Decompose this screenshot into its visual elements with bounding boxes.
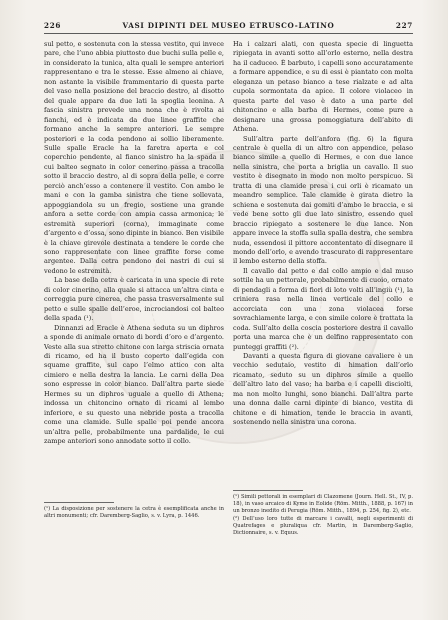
running-title: VASI DIPINTI DEL MUSEO ETRUSCO-LATINO xyxy=(122,21,335,30)
paragraph: Il cavallo dal petto e dal collo ampio e dal muso sottile ha un pettorale, probabilmente di cuoio, ornato di pendagli a forma di fiori di loto volti all’ingiù (¹), la criniera rasa nella linea verticale del collo e accorciata con una zona violacea forse sovrachiamente larga, e con simile colore è trattata la coda. Sull’alto della coscia posteriore destra il cavallo porta una marca che è un delfino rappresentato con punteggi graffiti (²). xyxy=(233,266,413,351)
footnote: (¹) Simili pettorali in esemplari di Clazomene (Journ. Hell. St., IV, p. 18), in vaso arcaico di Kyme in Eolide (Röm. Mitth., 1888, p. 167) in un bronzo inedito di Perugia (Röm. Mitth., 1894, p. 254, fig. 2), etc. xyxy=(233,494,413,515)
right-text-column xyxy=(233,40,413,428)
footnote-rule-left xyxy=(44,502,114,503)
header-rule xyxy=(44,33,413,34)
footnote-rule-right xyxy=(233,490,303,491)
paragraph: sul petto, e sostenuta con la stessa vestito, qui invece pare, che l’uno abbia piuttosto due buchi sulla pelle e, in considerato la tunica, alta quali le sempre anteriori rappresentano e tra le stesse. Esse almeno ai chiave, non astante la visibile frammentario di questa parte del vaso nella posizione del braccio destro, al disotto del quale appare da due lati la spoglia leonina. A fascia sinistra prevede una nona che è rivolta ai fianchi, ed è indicata da due linee graffite che formano anche la sempre anteriori. Le sempre posteriori e la coda pendono ai sollio liberamente. Sulle spalle Eracle ha la faretra aperta e col coperchio pendente, al fianco sinistro ha la spada il cui balteo segnato in color cenerino passa a tracolla sotto il braccio destro, al di sopra della pelle, e corre perciò anch’esso a contenere il vestito. Con ambo le mani e con la gamba sinistra che tiene sollevata, appoggiandola su un fregio, sostiene una grande anfora a sette corde con ampia cassa armonica; le estremità superiori (corna), immaginate come d’argento e d’ossa, sono dipinte in bianco. Ben visibile è la chiave girevole destinata a tendere le corde che sono rappresentate con linee graffite forse come argentee. Dalla cetra pendono dei nastri di cui si vedono le estremità. xyxy=(44,40,224,275)
footnote: (²) Dell’uso loro tutte di marcare i cavalli, negli esperimenti di Quatrefages e pluraliqua cfr. Martin, in Daremberg-Saglio, Dictionnaire, s. v. Equus. xyxy=(233,515,413,537)
page-number-right: 227 xyxy=(395,21,413,30)
footnote-left: (¹) La disposizione per sostenere la cetra è esemplificata anche in altri monumenti; cfr. Daremberg-Saglio, s. v. Lyra, p. 1446. xyxy=(44,506,224,520)
paragraph: Davanti a questa figura di giovane cavaliere è un vecchio sedutaio, vestito di himation dall’orlo ricamato, seduto su un diphros simile a quello dell’altro lato del vaso; ha barba e i capelli disciolti, ma non molto lunghi, sono bianchi. Dall’altra parte una donna dalle carni dipinte di bianco, vestita di chitone e di himation, tende le braccia in avanti, sostenendo nella sinistra una corona. xyxy=(233,351,413,427)
paragraph: Ha i calzari alati, con questa specie di linguetta ripiegata in avanti sotto all’orlo esterno, nella destra ha il caduceo. È barbuto, i capelli sono accuratamente a formare appendice, e su di essi è piantato con molta eleganza un petaso bianco a tese rialzate e ad alta cupola sormontata da apice. Il colore violaceo in questa parte del vaso è dato a una parte del chitoncino e alla barba di Hermes, come pure a designare una grossa pomoggiatura dell’abito di Athena. xyxy=(233,40,413,134)
paragraph: La base della cetra è caricata in una specie di rete di color cinerino, alla quale si attacca un’altra cinta e correggia pure cinerea, che passa trasversalmente sul petto e sulle spalle dell’eroe, incrociandosi col balteo della spada (¹). xyxy=(44,276,224,323)
page-number-left: 226 xyxy=(44,21,62,30)
footnotes-right xyxy=(233,494,413,537)
running-header xyxy=(44,21,413,33)
paragraph: Dinnanzi ad Eracle è Athena seduta su un diphros a sponde di animale ornato di bordi d’oro e d’argento. Veste alla sua stretto chitone con larga striscia ornata di ricamo, ed ha il busto coperto dall’egida con squame graffite, sul capo l’elmo attico con alta cimiero e nella destra la lancia. Le carni della Dea sono espresse in color bianco. Dall’altra parte siede Hermes su un diphros uguale a quello di Athena; indossa un chitoncino ornato di ricami al lembo inferiore, e su questo una nebride posta a tracolla come una clamide. Sulle spalle poi pende ancora un’altra pelle, probabilmente una pardalide, le cui zampe anteriori sono annodate sotto il collo. xyxy=(44,323,224,446)
paragraph: Sull’altra parte dell’anfora (fig. 6) la figura centrale è quella di un altro con appendice, pelaso bianco simile a quello di Hermes, e con due lance nella sinistra, che porta a briglia un cavallo. Il suo vestito è disegnato in modo non molto perspicuo. Si tratta di una clamide presa i cui orli è ricamato un meandro semplice. Tale clamide è girata dietro la schiena e sostenuta dai gomiti d’ambo le braccia, e si vede bene sotto gli due lato sinistro, essendo quel braccio ripiegato a sostenere le due lance. Non appare invece la stoffa sulla spalla destra, che sembra nuda, essendosi il pittore accontentato di disegnare il mondo dell’orlo, e avendo trascurato di rappresentare il lembo esterno della stoffa. xyxy=(233,134,413,266)
left-text-column xyxy=(44,40,224,446)
